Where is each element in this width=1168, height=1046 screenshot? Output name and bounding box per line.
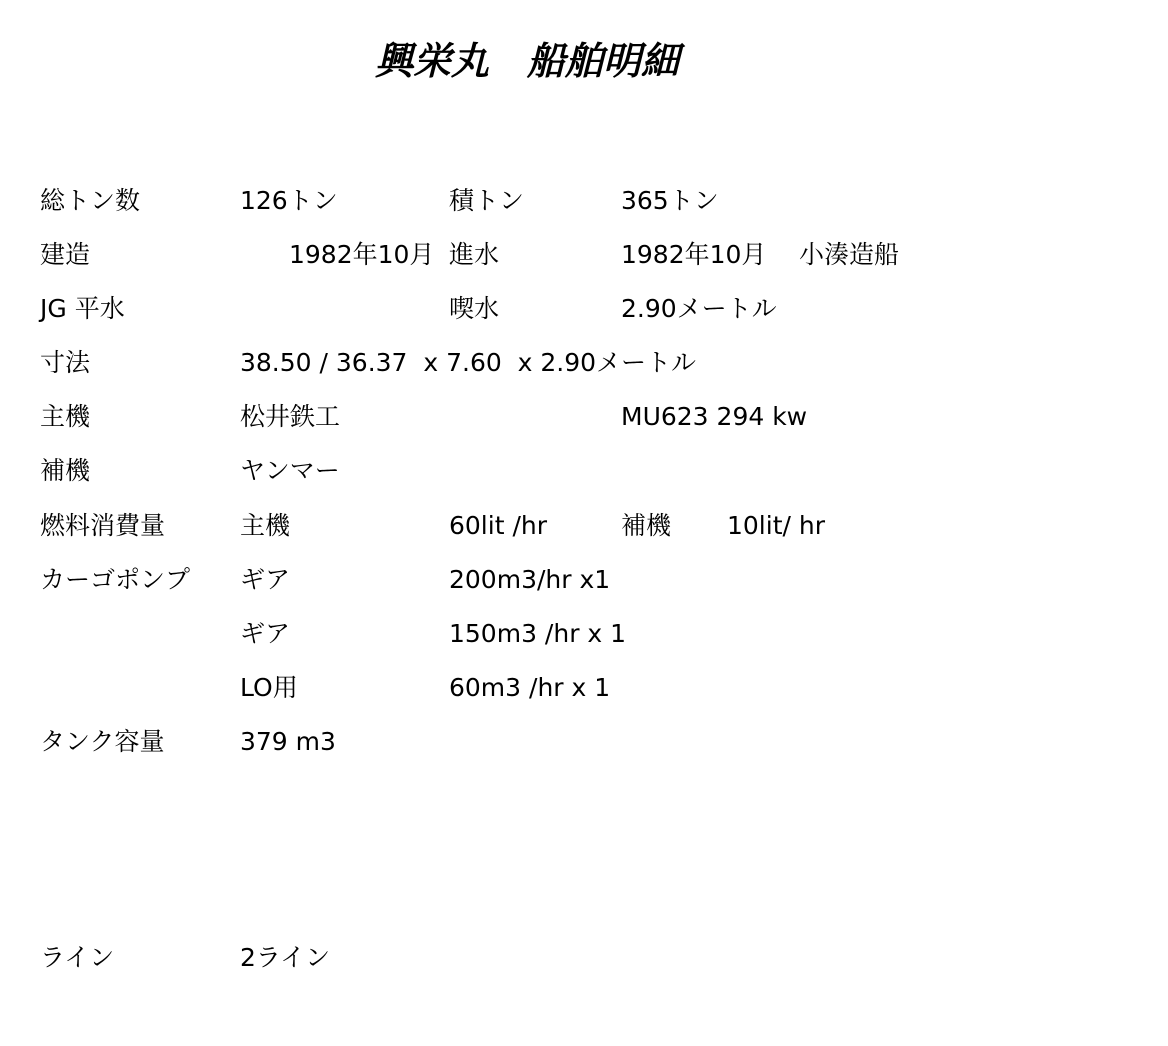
- document-title: 興栄丸 船舶明細: [375, 39, 680, 83]
- dimensions-label: 寸法: [40, 348, 91, 377]
- fuel-aux-value: 10lit/ hr: [727, 511, 825, 540]
- gross-tonnage-value: 126トン: [240, 186, 338, 215]
- built-label: 建造: [40, 240, 91, 269]
- draft-label: 喫水: [449, 294, 500, 323]
- aux-engine-maker: ヤンマー: [240, 456, 340, 485]
- fuel-main-label: 主機: [240, 511, 291, 540]
- launched-label: 進水: [449, 240, 500, 269]
- line-label: ライン: [40, 943, 115, 972]
- launched-value: 1982年10月: [621, 240, 767, 269]
- gross-tonnage-label: 総トン数: [40, 186, 141, 215]
- cargo-pump-type: ギア: [240, 619, 291, 648]
- main-engine-model: MU623 294 kw: [621, 402, 808, 431]
- shipbuilder: 小湊造船: [799, 240, 900, 269]
- jg-label: JG 平水: [40, 294, 125, 323]
- main-engine-maker: 松井鉄工: [240, 402, 341, 431]
- cargo-pump-capacity: 200m3/hr x1: [449, 565, 611, 594]
- deadweight-label: 積トン: [449, 186, 525, 215]
- deadweight-value: 365トン: [621, 186, 719, 215]
- fuel-aux-label: 補機: [621, 511, 672, 540]
- dimensions-value: 38.50 / 36.37 x 7.60 x 2.90メートル: [240, 348, 697, 377]
- fuel-consumption-label: 燃料消費量: [40, 511, 166, 540]
- cargo-pump-label: カーゴポンプ: [40, 565, 191, 594]
- tank-capacity-value: 379 m3: [240, 727, 336, 756]
- aux-engine-label: 補機: [40, 456, 91, 485]
- draft-value: 2.90メートル: [621, 294, 777, 323]
- cargo-pump-capacity: 60m3 /hr x 1: [449, 673, 611, 702]
- cargo-pump-type: LO用: [240, 673, 298, 702]
- cargo-pump-capacity: 150m3 /hr x 1: [449, 619, 627, 648]
- main-engine-label: 主機: [40, 402, 91, 431]
- fuel-main-value: 60lit /hr: [449, 511, 547, 540]
- built-value: 1982年10月: [289, 240, 435, 269]
- tank-capacity-label: タンク容量: [40, 727, 165, 756]
- line-value: 2ライン: [240, 943, 331, 972]
- cargo-pump-type: ギア: [240, 565, 291, 594]
